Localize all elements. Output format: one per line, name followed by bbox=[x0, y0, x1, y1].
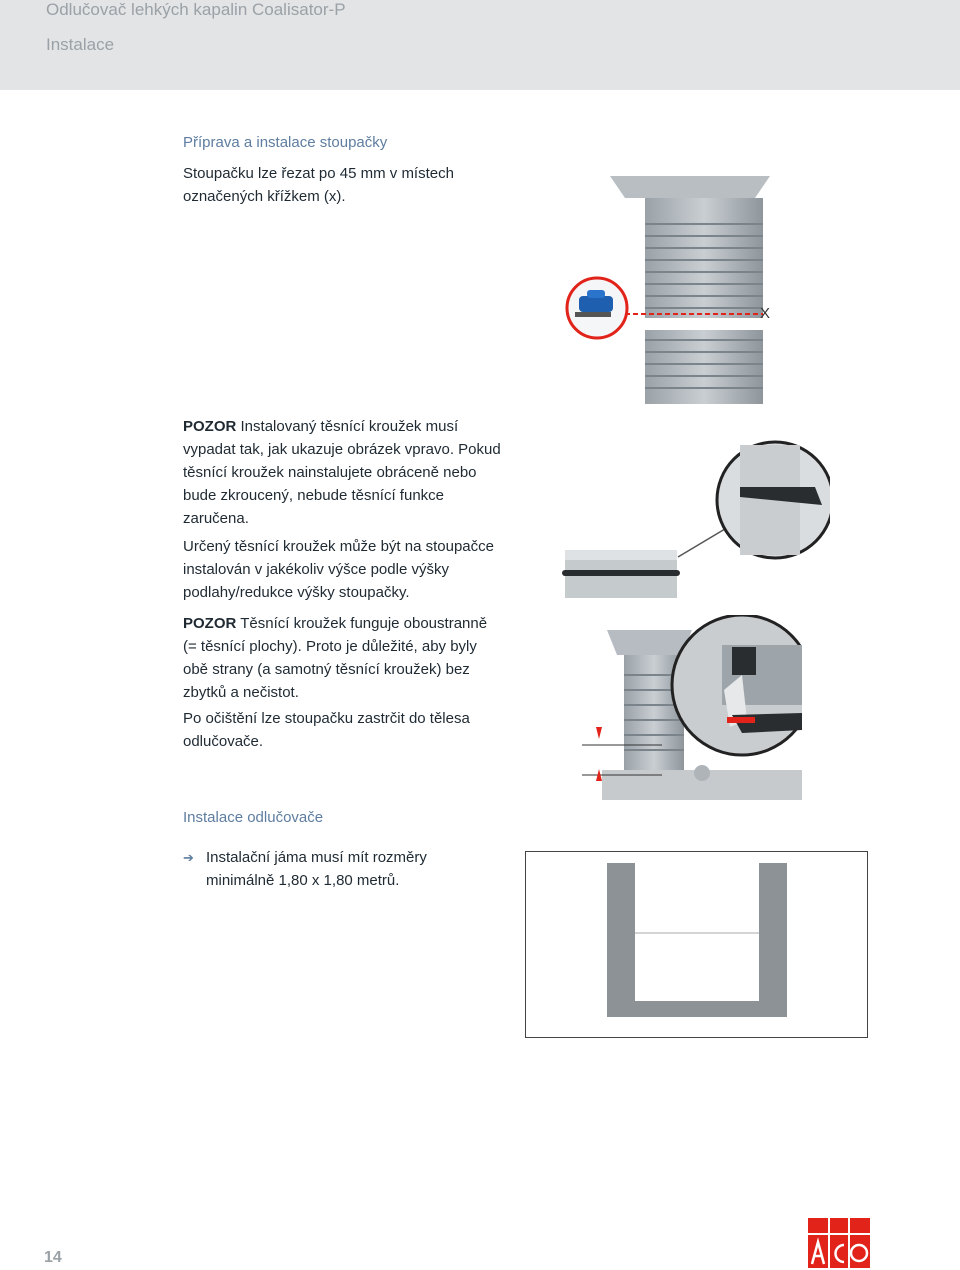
paragraph-line: Po očištění lze stoupačku zastrčit do tělesa bbox=[183, 710, 470, 727]
paragraph-line: podlahy/redukce výšky stoupačky. bbox=[183, 584, 410, 601]
warning-label: POZOR bbox=[183, 615, 237, 632]
paragraph-line: odlučovače. bbox=[183, 733, 264, 750]
warning-paragraph-2 bbox=[183, 612, 523, 704]
riser-insertion-figure bbox=[582, 615, 802, 800]
installation-pit-figure bbox=[525, 851, 868, 1038]
page-header bbox=[0, 0, 960, 90]
warning-text: Instalovaný těsnící kroužek musí bbox=[236, 418, 459, 435]
paragraph-line: instalován v jakékoliv výšce podle výšky bbox=[183, 561, 449, 578]
pit-floor bbox=[607, 1001, 787, 1017]
arrow-right-icon: ➔ bbox=[183, 850, 194, 865]
page-number: 14 bbox=[44, 1249, 62, 1266]
bullet-line-2: minimálně 1,80 x 1,80 metrů. bbox=[206, 872, 400, 889]
seal-ring-figure bbox=[560, 425, 830, 600]
heading-separator-installation: Instalace odlučovače bbox=[183, 809, 324, 826]
warning-line: obě strany (a samotný těsnící kroužek) bez bbox=[183, 661, 470, 678]
seal-ring bbox=[562, 570, 680, 576]
warning-line: bude zkroucený, nebude těsnící funkce bbox=[183, 487, 445, 504]
paragraph-line: Určený těsnící kroužek může být na stoupačce bbox=[183, 538, 494, 555]
warning-line: těsnící kroužek nainstalujete obráceně nebo bbox=[183, 464, 477, 481]
paragraph-seal-height bbox=[183, 535, 523, 604]
warning-line: zbytků a nečistot. bbox=[183, 684, 299, 701]
warning-paragraph-1 bbox=[183, 415, 523, 530]
pit-wall-right bbox=[759, 863, 787, 1005]
warning-line: (= těsnící plochy). Proto je důležité, aby byly bbox=[183, 638, 477, 655]
bullet-line-1: Instalační jáma musí mít rozměry bbox=[206, 849, 427, 866]
aco-logo bbox=[808, 1218, 870, 1268]
warning-label: POZOR bbox=[183, 418, 237, 435]
warning-line: zaručena. bbox=[183, 510, 249, 527]
warning-line: vypadat tak, jak ukazuje obrázek vpravo. Pokud bbox=[183, 441, 501, 458]
document-title: Odlučovač lehkých kapalin Coalisator-P bbox=[46, 0, 346, 19]
intro-line-2: označených křížkem (x). bbox=[183, 188, 346, 205]
heading-riser-preparation: Příprava a instalace stoupačky bbox=[183, 134, 388, 151]
intro-line-1: Stoupačku lze řezat po 45 mm v místech bbox=[183, 165, 454, 182]
pit-wall-left bbox=[607, 863, 635, 1005]
warning-text: Těsnící kroužek funguje oboustranně bbox=[236, 615, 488, 632]
riser-pipe bbox=[645, 198, 763, 404]
cut-mark-label: X bbox=[760, 305, 771, 322]
paragraph-insert-riser bbox=[183, 707, 523, 753]
riser-cutting-figure bbox=[555, 168, 805, 404]
section-title: Instalace bbox=[46, 35, 115, 54]
